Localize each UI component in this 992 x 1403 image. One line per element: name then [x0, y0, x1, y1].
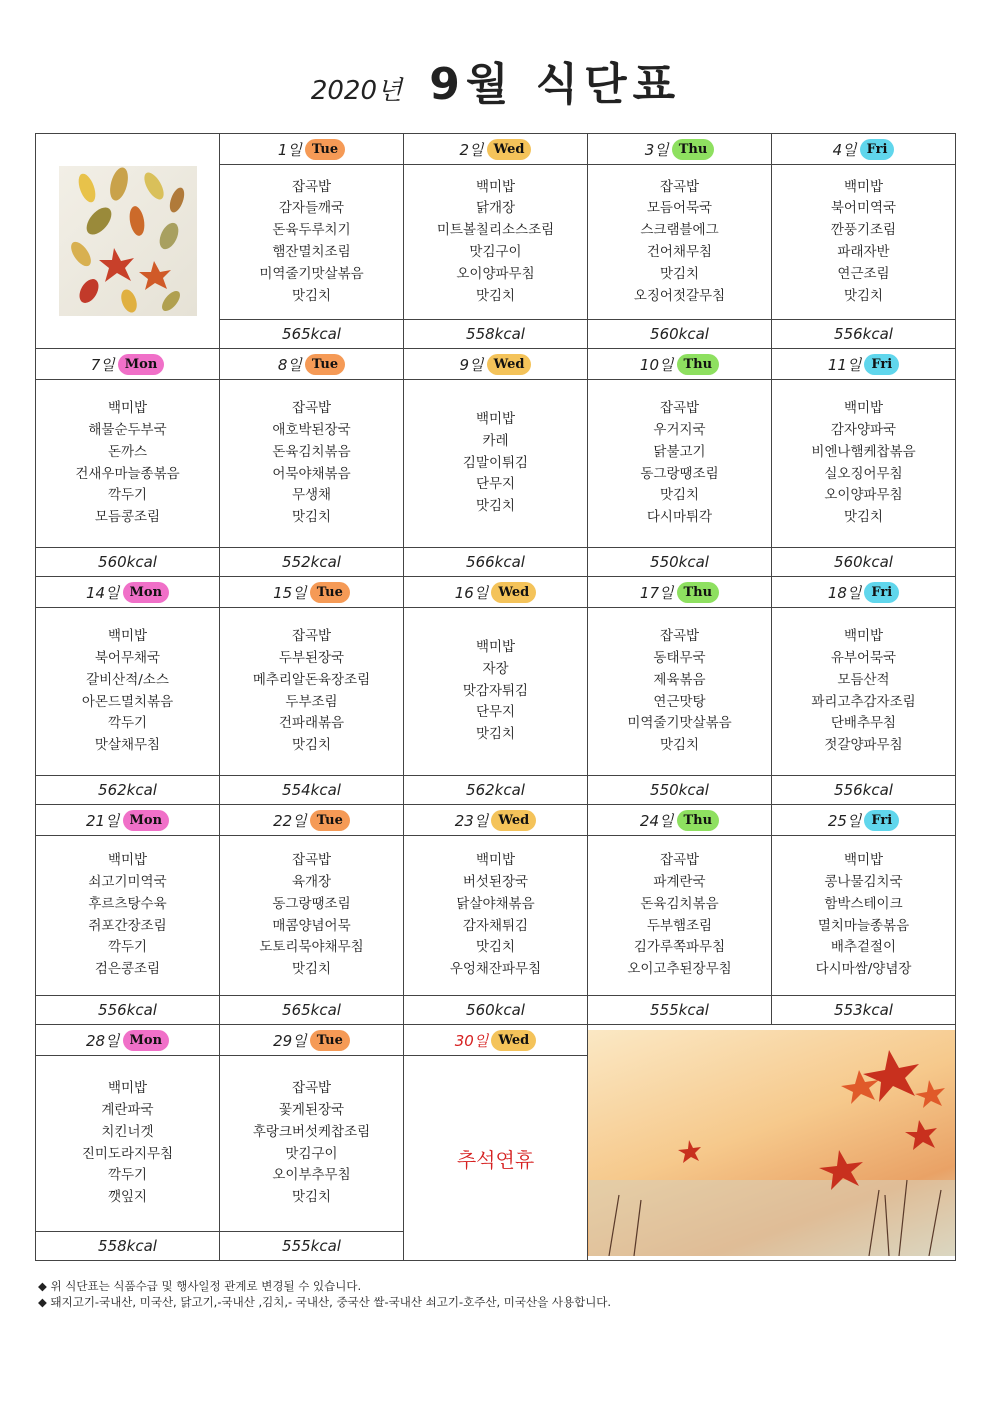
menu-item: 백미밥: [475, 639, 516, 655]
menu-cell-28: [36, 1056, 220, 1232]
menu-item: 자장: [482, 660, 509, 677]
menu-item: 백미밥: [107, 852, 148, 869]
menu-cell-4: [772, 165, 956, 320]
menu-item: 감자양파국: [830, 421, 897, 438]
kcal-3: 560kcal: [588, 320, 772, 349]
day-number: 7일: [90, 355, 115, 374]
menu-item: 오징어젓갈무침: [633, 287, 726, 304]
menu-item: 모듬산적: [837, 671, 890, 688]
menu-item: 잡곡밥: [291, 178, 332, 195]
menu-item: 두부조림: [285, 693, 338, 710]
menu-item: 연근조림: [837, 265, 890, 282]
menu-item: 파계란국: [653, 873, 706, 890]
menu-item: 햄잔멸치조림: [272, 244, 351, 260]
menu-item: 쥐포간장조림: [88, 917, 167, 934]
menu-item: 동그랑땡조림: [272, 895, 351, 912]
menu-item: 백미밥: [843, 178, 884, 195]
menu-item: 백미밥: [843, 400, 884, 417]
menu-item: 단무지: [475, 476, 516, 493]
menu-cell-2: [404, 165, 588, 320]
kcal-29: 555kcal: [220, 1232, 404, 1261]
menu-item: 잡곡밥: [659, 852, 700, 869]
weekday-badge: Mon: [123, 582, 170, 603]
title-month: 9월 식단표: [429, 59, 682, 110]
weekday-badge: Wed: [487, 139, 532, 160]
menu-item: 깍두기: [107, 487, 148, 504]
menu-item: 콩나물김치국: [824, 873, 903, 890]
menu-item: 유부어묵국: [830, 649, 897, 666]
menu-item: 잡곡밥: [659, 628, 700, 645]
menu-item: 멸치마늘종볶음: [817, 917, 910, 934]
menu-item: 잡곡밥: [291, 852, 332, 869]
weekday-badge: Thu: [672, 139, 715, 160]
weekday-badge: Thu: [677, 354, 720, 375]
weekday-badge: Wed: [491, 582, 536, 603]
autumn-leaves-image: [59, 166, 197, 316]
menu-cell-23: [404, 836, 588, 996]
menu-item: 맛김치: [475, 726, 516, 743]
kcal-1: 565kcal: [220, 320, 404, 349]
menu-item: 맛김치: [475, 287, 516, 304]
kcal-11: 560kcal: [772, 548, 956, 577]
weekday-badge: Wed: [491, 1030, 536, 1051]
menu-item: 실오징어무침: [824, 465, 903, 482]
menu-cell-10: [588, 380, 772, 548]
menu-item: 카레: [482, 432, 509, 449]
weekday-badge: Fri: [864, 582, 899, 603]
menu-item: 다시마쌈/양념장: [815, 961, 912, 978]
menu-item: 돈까스: [107, 443, 148, 460]
menu-item: 깐풍기조림: [830, 222, 897, 239]
menu-item: 깍두기: [107, 939, 148, 956]
kcal-17: 550kcal: [588, 776, 772, 805]
menu-cell-7: [36, 380, 220, 548]
menu-cell-16: [404, 608, 588, 776]
weekday-badge: Thu: [677, 810, 720, 831]
day-number: 24일: [639, 811, 674, 830]
menu-item: 백미밥: [475, 852, 516, 869]
menu-item: 닭불고기: [653, 443, 706, 460]
menu-item: 잡곡밥: [659, 400, 700, 417]
kcal-14: 562kcal: [36, 776, 220, 805]
kcal-25: 553kcal: [772, 996, 956, 1025]
day-number: 11일: [827, 355, 862, 374]
menu-item: 젓갈양파무침: [824, 737, 903, 754]
menu-item: 애호박된장국: [272, 421, 351, 438]
menu-item: 동그랑땡조림: [640, 465, 719, 482]
menu-item: 백미밥: [475, 411, 516, 427]
day-number: 17일: [639, 583, 674, 602]
menu-item: 건새우마늘종볶음: [75, 465, 180, 482]
menu-item: 오이양파무침: [456, 265, 535, 282]
menu-item: 미트볼칠리소스조림: [436, 222, 555, 239]
day-header-30: [404, 1025, 588, 1056]
menu-item: 감자들깨국: [278, 200, 345, 217]
menu-item: 김가루쪽파무침: [633, 939, 726, 956]
day-header-28: [36, 1025, 220, 1056]
menu-item: 북어무채국: [94, 649, 161, 666]
menu-cell-21: [36, 836, 220, 996]
menu-item: 깍두기: [107, 1167, 148, 1184]
day-number: 21일: [85, 811, 120, 830]
menu-item: 제육볶음: [653, 671, 706, 688]
kcal-10: 550kcal: [588, 548, 772, 577]
menu-item: 배추겉절이: [830, 939, 897, 956]
footnote-change-notice: ◆ 위 식단표는 식품수급 및 행사일정 관계로 변경될 수 있습니다.: [38, 1279, 362, 1293]
menu-item: 잡곡밥: [659, 178, 700, 195]
weekday-badge: Tue: [310, 1030, 350, 1051]
day-number: 14일: [85, 583, 120, 602]
kcal-22: 565kcal: [220, 996, 404, 1025]
weekday-badge: Mon: [118, 354, 165, 375]
weekday-badge: Mon: [123, 1030, 170, 1051]
day-header-22: [220, 805, 404, 836]
menu-item: 단무지: [475, 704, 516, 721]
day-number: 18일: [827, 583, 862, 602]
menu-item: 연근맛탕: [653, 693, 706, 710]
day-number: 29일: [273, 1031, 307, 1050]
menu-cell-22: [220, 836, 404, 996]
menu-item: 백미밥: [107, 400, 148, 417]
day-header-8: [220, 349, 404, 380]
menu-item: 맛김치: [659, 265, 700, 282]
day-header-21: [36, 805, 220, 836]
menu-item: 육개장: [291, 873, 332, 890]
menu-item: 맛감자튀김: [462, 682, 529, 699]
day-number: 28일: [85, 1031, 120, 1050]
menu-item: 함박스테이크: [824, 895, 903, 912]
menu-item: 우엉채잔파무침: [449, 961, 542, 978]
menu-item: 북어미역국: [830, 200, 897, 217]
day-header-7: [36, 349, 220, 380]
menu-item: 돈육두루치기: [272, 222, 351, 239]
title-year: 2020년: [310, 76, 403, 106]
footnote-origin-notice: ◆ 돼지고기-국내산, 미국산, 닭고기,-국내산 ,김치,- 국내산, 중국산 쌀-국내산 쇠고기-호주산, 미국산을 사용합니다.: [38, 1295, 612, 1309]
menu-item: 비엔나햄케찹볶음: [811, 443, 916, 460]
menu-item: 꽃게된장국: [278, 1101, 345, 1118]
menu-item: 두부된장국: [278, 649, 345, 666]
day-header-9: [404, 349, 588, 380]
menu-item: 닭살야채볶음: [456, 895, 535, 912]
menu-item: 오이고추된장무침: [627, 961, 732, 978]
day-header-24: [588, 805, 772, 836]
menu-item: 맛김구이: [469, 244, 522, 260]
menu-item: 동태무국: [653, 649, 706, 666]
menu-item: 계란파국: [101, 1101, 154, 1118]
kcal-24: 555kcal: [588, 996, 772, 1025]
weekday-badge: Wed: [487, 354, 532, 375]
menu-item: 잡곡밥: [291, 1080, 332, 1097]
kcal-21: 556kcal: [36, 996, 220, 1025]
kcal-28: 558kcal: [36, 1232, 220, 1261]
menu-item: 김말이튀김: [462, 454, 529, 471]
menu-item: 백미밥: [843, 628, 884, 645]
autumn-landscape-image: [588, 1030, 955, 1256]
kcal-9: 566kcal: [404, 548, 588, 577]
day-header-15: [220, 577, 404, 608]
kcal-15: 554kcal: [220, 776, 404, 805]
weekday-badge: Wed: [491, 810, 536, 831]
weekday-badge: Tue: [305, 354, 345, 375]
menu-cell-9: [404, 380, 588, 548]
menu-item: 맛김치: [659, 737, 700, 754]
menu-item: 잡곡밥: [291, 628, 332, 645]
page-title: [0, 48, 992, 112]
menu-item: 오이부추무침: [272, 1167, 351, 1184]
menu-item: 건어채무침: [646, 244, 713, 260]
menu-item: 돈육김치볶음: [272, 443, 351, 460]
menu-cell-17: [588, 608, 772, 776]
leaf-illustration-cell: [36, 134, 220, 349]
menu-item: 깍두기: [107, 715, 148, 732]
menu-item: 감자채튀김: [462, 917, 529, 934]
kcal-23: 560kcal: [404, 996, 588, 1025]
day-header-14: [36, 577, 220, 608]
menu-item: 백미밥: [843, 852, 884, 869]
menu-item: 무생채: [291, 487, 332, 504]
menu-item: 깻잎지: [107, 1189, 148, 1206]
holiday-label: 추석연휴: [456, 1147, 535, 1172]
menu-item: 맛김치: [843, 287, 884, 304]
menu-item: 맛김치: [659, 487, 700, 504]
autumn-illustration-cell: [588, 1025, 956, 1261]
menu-item: 치킨너겟: [101, 1123, 154, 1140]
menu-item: 매콤양념어묵: [272, 917, 351, 934]
menu-item: 건파래볶음: [278, 715, 345, 732]
day-header-2: [404, 134, 588, 165]
menu-cell-11: [772, 380, 956, 548]
kcal-2: 558kcal: [404, 320, 588, 349]
menu-item: 백미밥: [107, 1080, 148, 1097]
kcal-18: 556kcal: [772, 776, 956, 805]
menu-item: 아몬드멸치볶음: [81, 693, 174, 710]
menu-cell-8: [220, 380, 404, 548]
menu-item: 맛김치: [291, 509, 332, 526]
menu-cell-3: [588, 165, 772, 320]
day-number: 22일: [273, 811, 307, 830]
kcal-7: 560kcal: [36, 548, 220, 577]
menu-item: 꽈리고추감자조림: [811, 693, 916, 710]
menu-item: 닭개장: [475, 200, 516, 217]
menu-item: 오이양파무침: [824, 487, 903, 504]
day-number: 3일: [644, 140, 669, 159]
menu-item: 미역줄기맛살볶음: [627, 715, 732, 732]
menu-item: 버섯된장국: [462, 873, 529, 890]
menu-item: 맛살채무침: [94, 737, 161, 754]
weekday-badge: Fri: [864, 810, 899, 831]
day-header-18: [772, 577, 956, 608]
day-header-3: [588, 134, 772, 165]
day-header-25: [772, 805, 956, 836]
menu-item: 단배추무침: [830, 715, 897, 732]
menu-item: 백미밥: [475, 178, 516, 195]
day-header-23: [404, 805, 588, 836]
menu-item: 해물순두부국: [88, 421, 167, 438]
weekday-badge: Tue: [305, 139, 345, 160]
day-header-10: [588, 349, 772, 380]
menu-item: 스크램블에그: [640, 222, 719, 239]
menu-item: 돈육김치볶음: [640, 895, 719, 912]
menu-item: 백미밥: [107, 628, 148, 645]
holiday-cell-30: [404, 1056, 588, 1261]
menu-cell-24: [588, 836, 772, 996]
kcal-8: 552kcal: [220, 548, 404, 577]
day-number: 25일: [827, 811, 862, 830]
menu-item: 모듬콩조림: [94, 509, 161, 526]
menu-item: 후르츠탕수육: [88, 895, 167, 912]
day-number: 8일: [277, 355, 302, 374]
menu-item: 맛김치: [475, 498, 516, 515]
menu-item: 파래자반: [837, 244, 890, 260]
menu-cell-25: [772, 836, 956, 996]
menu-item: 다시마튀각: [646, 509, 713, 526]
footnotes: [38, 1278, 611, 1310]
day-header-4: [772, 134, 956, 165]
menu-item: 맛김치: [291, 287, 332, 304]
day-number: 30일: [454, 1031, 489, 1050]
menu-item: 후랑크버섯케찹조림: [252, 1123, 371, 1140]
weekday-badge: Thu: [677, 582, 720, 603]
weekday-badge: Fri: [860, 139, 895, 160]
menu-item: 맛김치: [843, 509, 884, 526]
menu-item: 맛김치: [291, 1189, 332, 1206]
menu-cell-1: [220, 165, 404, 320]
menu-cell-14: [36, 608, 220, 776]
day-number: 23일: [454, 811, 489, 830]
day-number: 1일: [277, 140, 302, 159]
kcal-16: 562kcal: [404, 776, 588, 805]
menu-item: 도토리묵야채무침: [259, 939, 364, 956]
menu-item: 미역줄기맛살볶음: [259, 265, 364, 282]
menu-item: 진미도라지무침: [81, 1145, 174, 1162]
menu-cell-15: [220, 608, 404, 776]
weekday-badge: Fri: [864, 354, 899, 375]
menu-item: 맛김치: [291, 737, 332, 754]
weekday-badge: Tue: [310, 810, 350, 831]
day-number: 16일: [454, 583, 489, 602]
menu-item: 모듬어묵국: [646, 200, 713, 217]
menu-item: 맛김치: [291, 961, 332, 978]
menu-item: 어묵야채볶음: [272, 465, 351, 482]
menu-cell-18: [772, 608, 956, 776]
day-header-16: [404, 577, 588, 608]
menu-cell-29: [220, 1056, 404, 1232]
day-header-17: [588, 577, 772, 608]
menu-item: 우거지국: [653, 421, 706, 438]
menu-item: 맛김구이: [285, 1145, 338, 1162]
weekday-badge: Tue: [310, 582, 350, 603]
day-number: 10일: [639, 355, 674, 374]
menu-item: 맛김치: [475, 939, 516, 956]
menu-item: 두부햄조림: [646, 917, 713, 934]
menu-item: 잡곡밥: [291, 400, 332, 417]
day-number: 9일: [459, 355, 484, 374]
weekday-badge: Mon: [123, 810, 170, 831]
day-header-11: [772, 349, 956, 380]
day-number: 2일: [459, 140, 484, 159]
menu-item: 갈비산적/소스: [86, 671, 169, 688]
menu-item: 메추리알돈육장조림: [252, 671, 371, 688]
day-header-29: [220, 1025, 404, 1056]
day-number: 15일: [273, 583, 307, 602]
menu-item: 검은콩조림: [94, 961, 161, 978]
menu-item: 쇠고기미역국: [88, 873, 167, 890]
day-number: 4일: [832, 140, 857, 159]
day-header-1: [220, 134, 404, 165]
kcal-4: 556kcal: [772, 320, 956, 349]
menu-table: [35, 133, 956, 1261]
